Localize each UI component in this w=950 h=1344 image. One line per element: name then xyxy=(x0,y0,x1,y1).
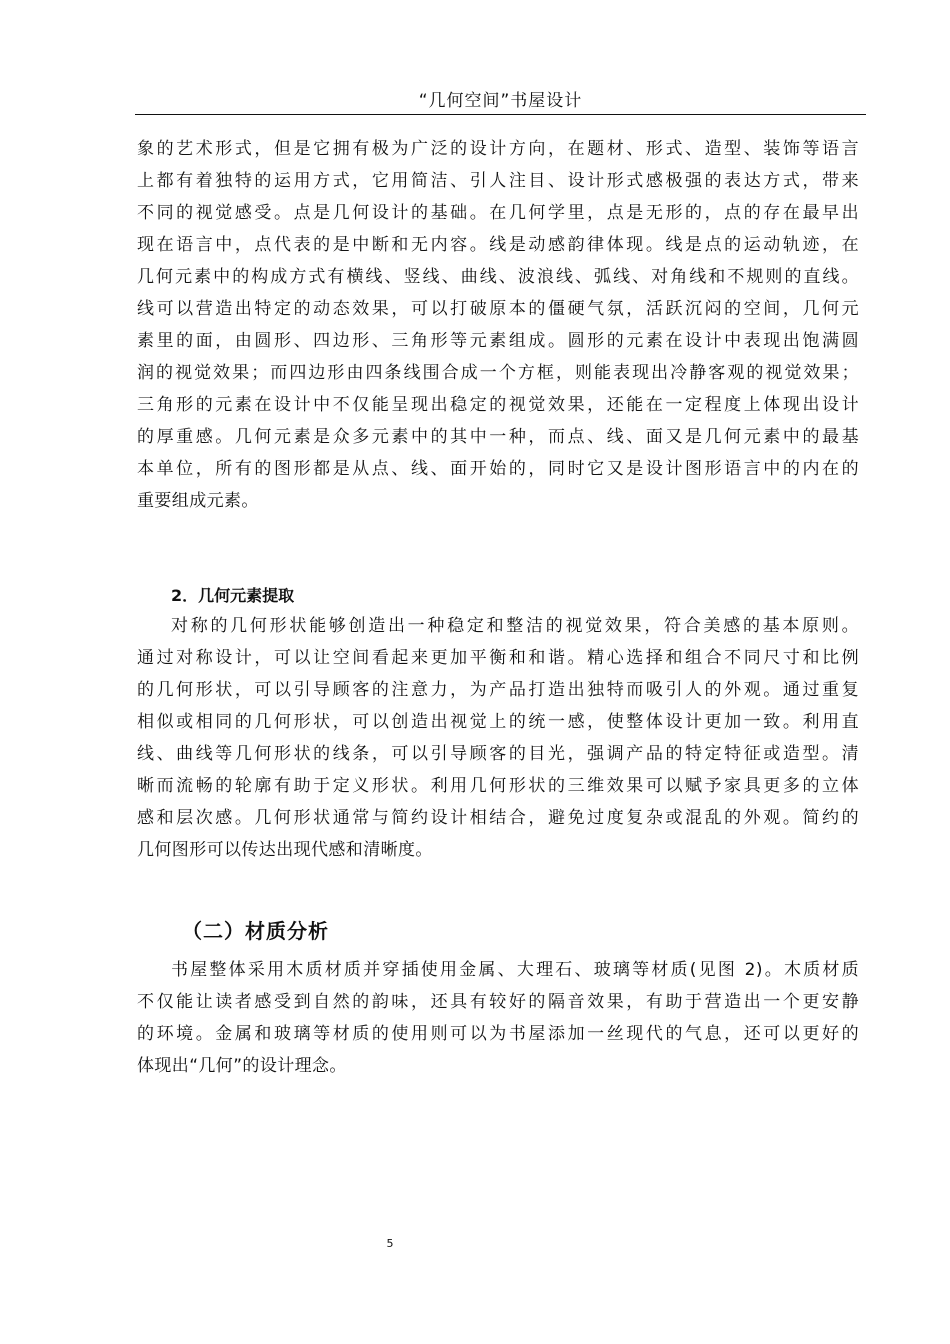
text-line: 现在语言中，点代表的是中断和无内容。线是动感韵律体现。线是点的运动轨迹，在 xyxy=(137,235,859,255)
text-line: 上都有着独特的运用方式，它用简洁、引人注目、设计形式感极强的表达方式，带来 xyxy=(137,171,859,191)
text-line: 的厚重感。几何元素是众多元素中的其中一种，而点、线、面又是几何元素中的最基 xyxy=(137,427,859,447)
text-line: 润的视觉效果；而四边形由四条线围合成一个方框，则能表现出冷静客观的视觉效果； xyxy=(137,363,859,383)
text-line: 书屋整体采用木质材质并穿插使用金属、大理石、玻璃等材质(见图 2)。木质材质 xyxy=(171,960,859,980)
text-line: 通过对称设计，可以让空间看起来更加平衡和和谐。精心选择和组合不同尺寸和比例 xyxy=(137,648,859,668)
text-line: 不仅能让读者感受到自然的韵味，还具有较好的隔音效果，有助于营造出一个更安静 xyxy=(137,992,859,1012)
text-line: 线可以营造出特定的动态效果，可以打破原本的僵硬气氛，活跃沉闷的空间，几何元 xyxy=(137,299,859,319)
section-heading-material-analysis: （二）材质分析 xyxy=(182,919,329,943)
text-line: 重要组成元素。 xyxy=(137,491,259,511)
text-line: 象的艺术形式，但是它拥有极为广泛的设计方向，在题材、形式、造型、装饰等语言 xyxy=(137,139,859,159)
header-rule xyxy=(135,114,866,115)
text-line: 本单位，所有的图形都是从点、线、面开始的，同时它又是设计图形语言中的内在的 xyxy=(137,459,859,479)
text-line: 对称的几何形状能够创造出一种稳定和整洁的视觉效果，符合美感的基本原则。 xyxy=(171,616,859,636)
text-line: 体现出“几何”的设计理念。 xyxy=(137,1056,347,1076)
text-line: 几何元素中的构成方式有横线、竖线、曲线、波浪线、弧线、对角线和不规则的直线。 xyxy=(137,267,859,287)
text-line: 三角形的元素在设计中不仅能呈现出稳定的视觉效果，还能在一定程度上体现出设计 xyxy=(137,395,859,415)
text-line: 不同的视觉感受。点是几何设计的基础。在几何学里，点是无形的，点的存在最早出 xyxy=(137,203,859,223)
text-line: 几何图形可以传达出现代感和清晰度。 xyxy=(137,840,433,860)
running-header: “几何空间”书屋设计 xyxy=(418,91,583,111)
text-line: 的几何形状，可以引导顾客的注意力，为产品打造出独特而吸引人的外观。通过重复 xyxy=(137,680,859,700)
subheading-geometric-extraction: 2．几何元素提取 xyxy=(171,586,295,605)
page-number: 5 xyxy=(386,1237,394,1250)
text-line: 相似或相同的几何形状，可以创造出视觉上的统一感，使整体设计更加一致。利用直 xyxy=(137,712,859,732)
text-line: 感和层次感。几何形状通常与简约设计相结合，避免过度复杂或混乱的外观。简约的 xyxy=(137,808,859,828)
text-line: 的环境。金属和玻璃等材质的使用则可以为书屋添加一丝现代的气息，还可以更好的 xyxy=(137,1024,859,1044)
text-line: 素里的面，由圆形、四边形、三角形等元素组成。圆形的元素在设计中表现出饱满圆 xyxy=(137,331,859,351)
text-line: 线、曲线等几何形状的线条，可以引导顾客的目光，强调产品的特定特征或造型。清 xyxy=(137,744,859,764)
text-line: 晰而流畅的轮廓有助于定义形状。利用几何形状的三维效果可以赋予家具更多的立体 xyxy=(137,776,859,796)
